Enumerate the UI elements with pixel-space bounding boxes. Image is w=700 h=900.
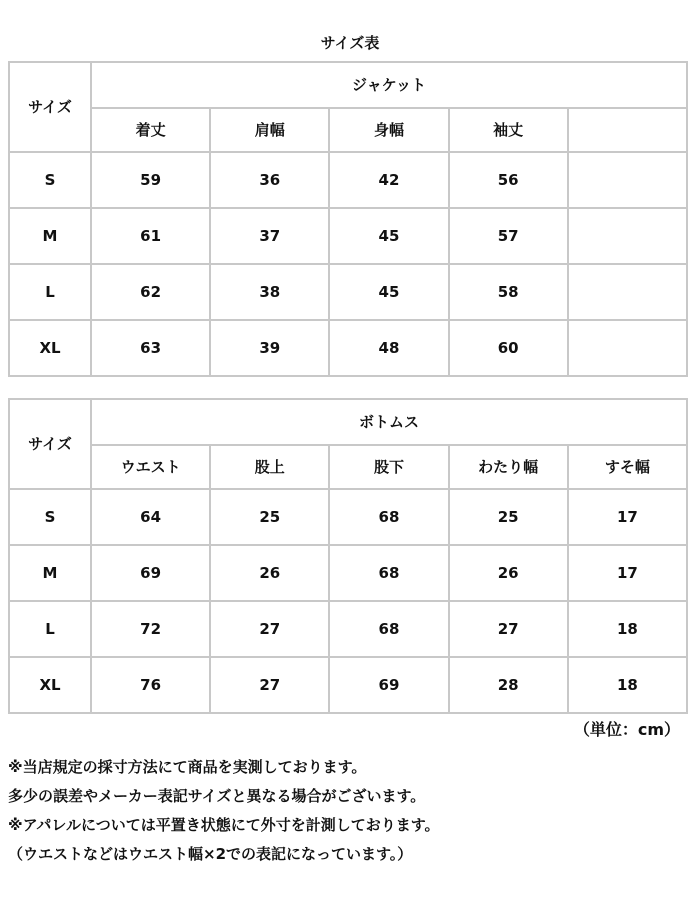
note-line: （ウエストなどはウエスト幅×2での表記になっています。） [8,845,413,863]
value-cell [568,152,687,208]
note-line: 多少の誤差やメーカー表記サイズと異なる場合がございます。 [8,787,426,805]
value-cell: 69 [329,657,448,713]
column-header: 股上 [210,445,329,489]
value-cell: 58 [449,264,568,320]
value-cell: 57 [449,208,568,264]
column-header: 着丈 [91,108,210,152]
value-cell [568,208,687,264]
note-line: ※アパレルについては平置き状態にて外寸を計測しております。 [8,816,440,834]
value-cell [568,264,687,320]
value-cell: 68 [329,489,448,545]
value-cell: 17 [568,545,687,601]
value-cell: 27 [210,657,329,713]
value-cell: 26 [210,545,329,601]
column-header [568,108,687,152]
table-row [9,489,687,545]
value-cell: 69 [91,545,210,601]
value-cell: 72 [91,601,210,657]
notes [8,753,688,869]
value-cell: 18 [568,657,687,713]
value-cell: 62 [91,264,210,320]
value-cell: 59 [91,152,210,208]
column-header: 股下 [329,445,448,489]
table-row [9,320,687,376]
value-cell: 56 [449,152,568,208]
value-cell: 18 [568,601,687,657]
value-cell: 25 [210,489,329,545]
table-row [9,657,687,713]
table-row [9,152,687,208]
value-cell: 39 [210,320,329,376]
value-cell: 36 [210,152,329,208]
value-cell: 68 [329,545,448,601]
size-cell: S [9,489,91,545]
column-header: 袖丈 [449,108,568,152]
table-row [9,545,687,601]
column-header: すそ幅 [568,445,687,489]
size-header: サイズ [9,62,91,152]
size-cell: M [9,545,91,601]
value-cell: 42 [329,152,448,208]
column-header: ウエスト [91,445,210,489]
value-cell: 37 [210,208,329,264]
value-cell: 28 [449,657,568,713]
value-cell: 26 [449,545,568,601]
value-cell: 76 [91,657,210,713]
bottoms-size-table [8,398,688,714]
table-row [9,208,687,264]
size-cell: XL [9,320,91,376]
column-header: わたり幅 [449,445,568,489]
value-cell: 27 [449,601,568,657]
table-row [9,264,687,320]
jacket-size-table [8,61,688,377]
group-header: ボトムス [91,399,687,445]
value-cell: 45 [329,208,448,264]
value-cell: 61 [91,208,210,264]
value-cell: 45 [329,264,448,320]
note-line: ※当店規定の採寸方法にて商品を実測しております。 [8,758,367,776]
value-cell: 17 [568,489,687,545]
page-title: サイズ表 [320,34,380,52]
column-header: 肩幅 [210,108,329,152]
value-cell: 68 [329,601,448,657]
size-header: サイズ [9,399,91,489]
value-cell: 38 [210,264,329,320]
value-cell [568,320,687,376]
size-cell: L [9,601,91,657]
group-header: ジャケット [91,62,687,108]
value-cell: 64 [91,489,210,545]
size-cell: XL [9,657,91,713]
value-cell: 60 [449,320,568,376]
value-cell: 48 [329,320,448,376]
size-cell: L [9,264,91,320]
column-header: 身幅 [329,108,448,152]
size-cell: S [9,152,91,208]
value-cell: 63 [91,320,210,376]
unit-label: （単位：cm） [573,720,680,739]
value-cell: 27 [210,601,329,657]
value-cell: 25 [449,489,568,545]
table-row [9,601,687,657]
size-cell: M [9,208,91,264]
